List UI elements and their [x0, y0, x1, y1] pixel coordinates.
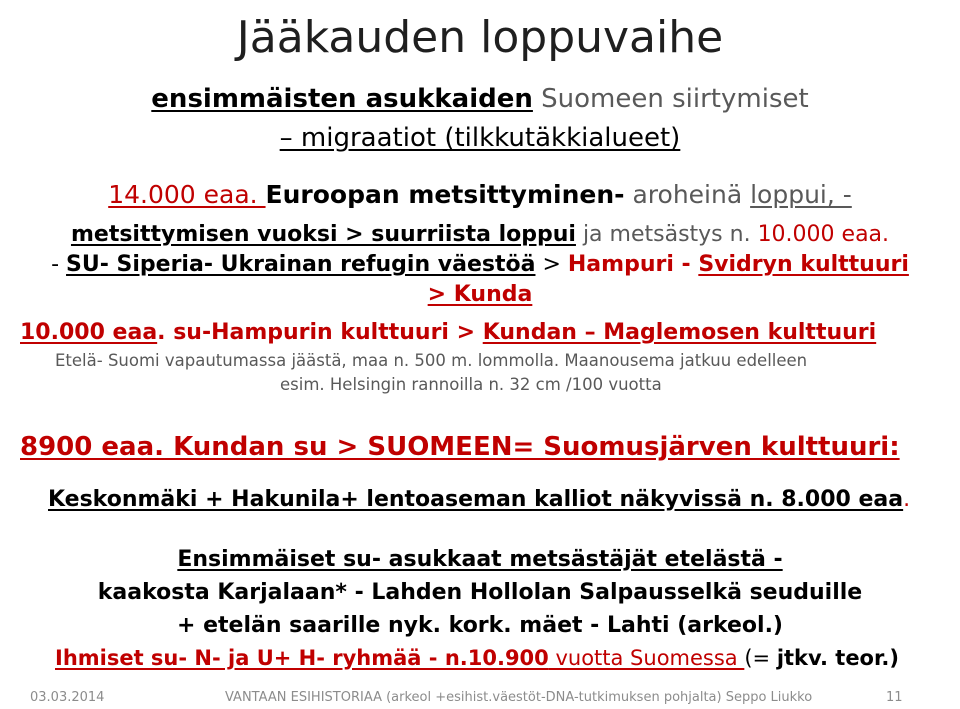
section1-text-b: loppui, - [750, 180, 852, 209]
date-10000-b: 10.000 eaa [20, 320, 158, 345]
section1-bold: Euroopan metsittyminen- [265, 180, 625, 209]
section3-headline [20, 432, 900, 462]
footer-text: VANTAAN ESIHISTORIAA (arkeol +esihist.väestöt-DNA-tutkimuksen pohjalta) Seppo Liukko [225, 690, 813, 705]
section4-line1: Ensimmäiset su- asukkaat metsästäjät etelästä - [177, 547, 783, 572]
section4-line4-end: jtkv. teor.) [776, 646, 899, 670]
date-14000: 14.000 eaa. [108, 180, 266, 209]
section1-line3 [0, 252, 960, 277]
section4-line4 [55, 646, 899, 670]
section1-line1 [0, 180, 960, 209]
page-title: Jääkauden loppuvaihe [236, 12, 724, 63]
section4-line4-bold: Ihmiset su- N- ja U+ H- ryhmää - n.10.900 [55, 646, 549, 670]
section2-detail2: esim. Helsingin rannoilla n. 32 cm /100 vuotta [280, 375, 662, 394]
section1-line2-bold: metsittymisen vuoksi > suurriista loppui [70, 222, 576, 247]
subtitle-line-1 [0, 84, 960, 114]
section1-line2 [0, 222, 960, 247]
section3-detail-text: Keskonmäki + Hakunila+ lentoaseman kalliot näkyvissä n. 8.000 eaa [48, 487, 904, 512]
subtitle-line-2: – migraatiot (tilkkutäkkialueet) [279, 123, 681, 153]
svidry: Svidryn kulttuuri [698, 252, 909, 277]
section2-rest-a: . su-Hampurin kulttuuri > [157, 320, 483, 345]
date-10000: 10.000 eaa. [757, 222, 890, 247]
section2-rest-b: Kundan – Maglemosen kulttuuri [482, 320, 877, 345]
section3-detail-end: . [903, 487, 911, 512]
section3-headline-text: Kundan su > SUOMEEN= Suomusjärven kulttuuri: [164, 432, 900, 462]
dash: - [51, 252, 67, 277]
section4-line4-paren: (= [744, 646, 777, 670]
hampuri: Hampuri - [567, 252, 699, 277]
section4-line3: + etelän saarille nyk. kork. mäet - Lahti (arkeol.) [177, 613, 783, 638]
footer-date: 03.03.2014 [30, 690, 105, 705]
section1-text-a: aroheinä [624, 180, 751, 209]
section2-detail1: Etelä- Suomi vapautumassa jäästä, maa n. 500 m. lommolla. Maanousema jatkuu edelleen [55, 351, 808, 370]
section3-detail [48, 487, 910, 512]
section1-line3-bold: SU- Siperia- Ukrainan refugin väestöä [66, 252, 536, 277]
arrow: > [535, 252, 568, 277]
subtitle-rest: Suomeen siirtymiset [532, 84, 809, 114]
section1-line4: > Kunda [427, 282, 533, 307]
date-8900: 8900 eaa. [20, 432, 165, 462]
section4-line4-red: vuotta Suomessa [548, 646, 745, 670]
section4-line2: kaakosta Karjalaan* - Lahden Hollolan Salpausselkä seuduille [97, 580, 863, 605]
section2-line1 [20, 320, 876, 345]
subtitle-bold: ensimmäisten asukkaiden [151, 84, 533, 114]
page-number: 11 [886, 690, 903, 705]
section1-line2-rest: ja metsästys n. [575, 222, 758, 247]
